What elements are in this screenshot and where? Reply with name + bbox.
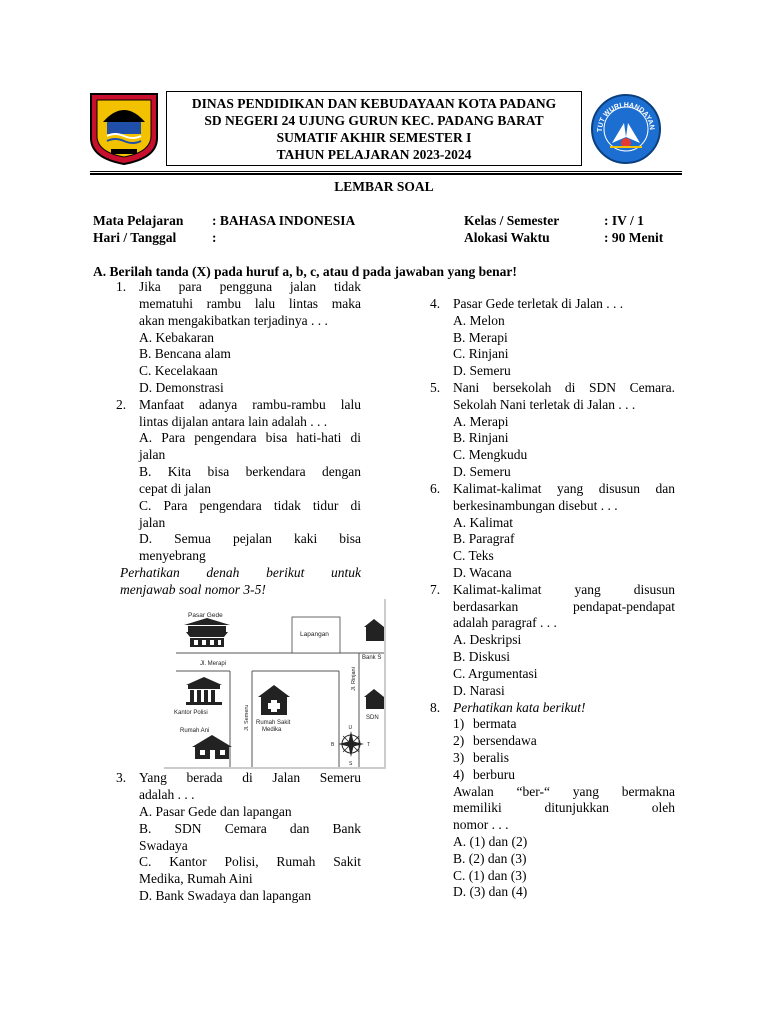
question-number: 5. (430, 380, 441, 395)
compass-east: T (367, 742, 371, 748)
question-number: 8. (430, 700, 441, 715)
option-b[interactable]: B. Rinjani (453, 430, 509, 445)
question-number: 1. (116, 279, 127, 294)
option-a[interactable]: A. Pasar Gede dan lapangan (139, 804, 292, 819)
option-c[interactable]: C. Kecelakaan (139, 363, 218, 378)
option-a[interactable]: A. (1) dan (2) (453, 834, 528, 849)
option-d[interactable]: D. Semeru (453, 464, 511, 479)
option-d-cont[interactable]: menyebrang (139, 548, 206, 563)
option-d[interactable]: D. (3) dan (4) (453, 884, 528, 899)
label-rumah-sakit-medika: Medika (262, 727, 282, 733)
option-b[interactable]: B. Paragraf (453, 531, 515, 546)
header-box (166, 91, 582, 166)
item-word: berburu (473, 767, 515, 782)
time-label: Alokasi Waktu (464, 230, 550, 245)
padang-emblem-icon (89, 92, 159, 166)
option-a[interactable]: A. Melon (453, 313, 505, 328)
question-number: 2. (116, 397, 127, 412)
header-rule-top (90, 171, 682, 172)
hospital-icon (258, 685, 290, 715)
item-number: 1) (453, 716, 465, 731)
question-text: adalah . . . (139, 787, 195, 802)
logo-motto: TUT WURI HANDAYAN (596, 101, 656, 133)
label-jl-rinjani: Jl. Rinjani (351, 667, 357, 691)
label-bank: Bank S (362, 655, 382, 661)
subject-label: Mata Pelajaran (93, 213, 184, 228)
house-icon (192, 735, 232, 759)
option-b[interactable]: B. Bencana alam (139, 346, 231, 361)
item-word: bersendawa (473, 733, 537, 748)
class-label: Kelas / Semester (464, 213, 560, 228)
police-station-icon (186, 677, 222, 705)
compass-west: B (331, 742, 335, 748)
time-value: : 90 Menit (604, 230, 664, 245)
option-c-cont[interactable]: Medika, Rumah Aini (139, 871, 253, 886)
label-sdn: SDN (366, 715, 379, 721)
header-rule-bottom (90, 173, 682, 175)
compass-south: S (349, 761, 353, 767)
bank-icon (364, 619, 384, 641)
question-text: Jika para pengguna jalan tidak (139, 279, 361, 294)
question-text: Sekolah Nani terletak di Jalan . . . (453, 397, 636, 412)
option-b[interactable]: B. (2) dan (3) (453, 851, 527, 866)
option-d[interactable]: D. Bank Swadaya dan lapangan (139, 888, 312, 903)
tut-wuri-logo (590, 93, 662, 165)
label-jl-semeru: Jl. Semeru (244, 704, 250, 731)
option-c[interactable]: C. Para pengendara tidak tidur di (139, 498, 361, 513)
question-number: 3. (116, 770, 127, 785)
option-d[interactable]: D. Demonstrasi (139, 380, 224, 395)
question-number: 7. (430, 582, 441, 597)
question-text: Awalan “ber-“ yang bermakna (453, 784, 675, 799)
option-a[interactable]: A. Kebakaran (139, 330, 214, 345)
option-c[interactable]: C. Mengkudu (453, 447, 528, 462)
date-value: : (212, 230, 217, 245)
map-intro-cont: menjawab soal nomor 3-5! (120, 582, 266, 597)
question-text: memiliki ditunjukkan oleh (453, 800, 675, 815)
page-title: LEMBAR SOAL (334, 179, 434, 194)
question-text: lintas dijalan antara lain adalah . . . (139, 414, 328, 429)
question-text: Pasar Gede terletak di Jalan . . . (453, 296, 624, 311)
option-c[interactable]: C. Argumentasi (453, 666, 538, 681)
option-b[interactable]: B. Kita bisa berkendara dengan (139, 464, 361, 479)
label-rumah-ani: Rumah Ani (180, 728, 210, 734)
compass-rose-icon (338, 731, 364, 757)
option-c[interactable]: C. Kantor Polisi, Rumah Sakit (139, 854, 361, 869)
question-number: 4. (430, 296, 441, 311)
item-number: 2) (453, 733, 465, 748)
question-text: Yang berada di Jalan Semeru (139, 770, 361, 785)
question-text: Kalimat-kalimat yang disusun dan (453, 481, 675, 496)
question-text: nomor . . . (453, 817, 509, 832)
option-c[interactable]: C. (1) dan (3) (453, 868, 527, 883)
option-d[interactable]: D. Semua pejalan kaki bisa (139, 531, 361, 546)
option-a-cont[interactable]: jalan (139, 447, 166, 462)
header-line-2: SD NEGERI 24 UJUNG GURUN KEC. PADANG BARAT (204, 113, 544, 128)
option-a[interactable]: A. Deskripsi (453, 632, 522, 647)
question-text: berdasarkan pendapat-pendapat (453, 599, 675, 614)
question-text: adalah paragraf . . . (453, 615, 557, 630)
header-line-4: TAHUN PELAJARAN 2023-2024 (276, 147, 472, 162)
option-b-cont[interactable]: cepat di jalan (139, 481, 211, 496)
option-d[interactable]: D. Semeru (453, 363, 511, 378)
label-rumah-sakit: Rumah Sakit (256, 720, 291, 726)
question-number: 6. (430, 481, 441, 496)
question-text: Manfaat adanya rambu-rambu lalu (139, 397, 361, 412)
label-lapangan: Lapangan (300, 631, 329, 638)
question-text: Nani bersekolah di SDN Cemara. (453, 380, 675, 395)
label-kantor-polisi: Kantor Polisi (174, 710, 208, 716)
item-number: 4) (453, 767, 465, 782)
market-icon (184, 618, 230, 647)
tut-wuri-handayani-icon (590, 93, 662, 165)
option-c[interactable]: C. Teks (453, 548, 494, 563)
question-text: akan mengakibatkan terjadinya . . . (139, 313, 328, 328)
school-icon (364, 689, 384, 709)
option-a[interactable]: A. Para pengendara bisa hati-hati di (139, 430, 361, 445)
option-c-cont[interactable]: jalan (139, 515, 166, 530)
option-b[interactable]: B. Merapi (453, 330, 508, 345)
question-text: Kalimat-kalimat yang disusun (453, 582, 675, 597)
subject-value: : BAHASA INDONESIA (212, 213, 356, 228)
padang-logo (89, 92, 159, 166)
item-number: 3) (453, 750, 465, 765)
header-line-3: SUMATIF AKHIR SEMESTER I (276, 130, 472, 145)
class-value: : IV / 1 (604, 213, 644, 228)
option-c[interactable]: C. Rinjani (453, 346, 509, 361)
question-text: berkesinambungan disebut . . . (453, 498, 618, 513)
section-a-instruction: A. Berilah tanda (X) pada huruf a, b, c, atau d pada jawaban yang benar! (93, 264, 517, 279)
header-line-1: DINAS PENDIDIKAN DAN KEBUDAYAAN KOTA PADANG (191, 96, 557, 111)
item-word: beralis (473, 750, 509, 765)
item-word: bermata (473, 716, 517, 731)
map-intro: Perhatikan denah berikut untuk (120, 565, 361, 580)
option-a[interactable]: A. Kalimat (453, 515, 513, 530)
option-a[interactable]: A. Merapi (453, 414, 509, 429)
option-b[interactable]: B. SDN Cemara dan Bank (139, 821, 361, 836)
label-pasar-gede: Pasar Gede (188, 612, 223, 619)
question-text: mematuhi rambu lalu lintas maka (139, 296, 361, 311)
option-b-cont[interactable]: Swadaya (139, 838, 188, 853)
compass-north: U (348, 725, 353, 731)
label-jl-merapi: Jl. Merapi (200, 661, 227, 667)
option-d[interactable]: D. Narasi (453, 683, 505, 698)
option-b[interactable]: B. Diskusi (453, 649, 511, 664)
option-d[interactable]: D. Wacana (453, 565, 512, 580)
date-label: Hari / Tanggal (93, 230, 177, 245)
area-map (164, 599, 386, 769)
question-text: Perhatikan kata berikut! (453, 700, 586, 715)
